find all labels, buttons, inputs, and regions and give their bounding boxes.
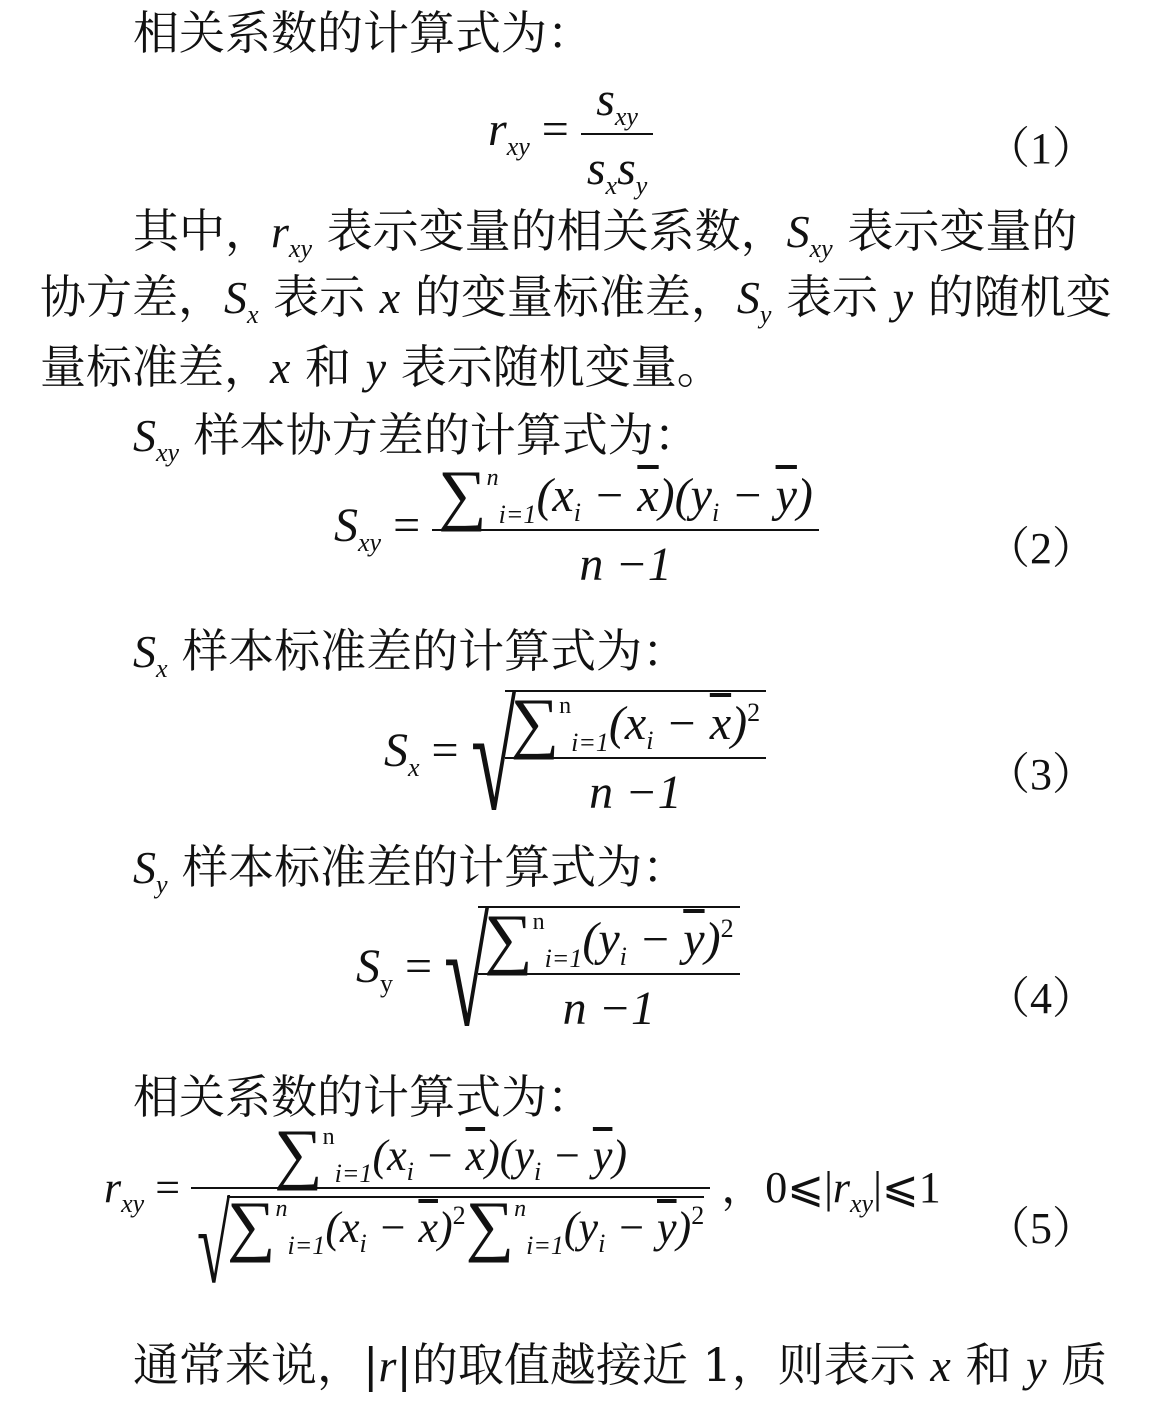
equation-5: $r_{xy}$ = $\sum^n_{i=1}(x_i - \overline{x})(y_i - \overline{y})$ √ $\sum^n_{i=1}(x_i - \overline{x})^2\sum^n_{i=1}(y_i - \overline{y})^2$ ，$0⩽|r_{xy}|⩽1$ xyxy=(104,1115,941,1307)
equation-4-number: （4） xyxy=(986,974,1096,1023)
paragraph-conclusion: 通常来说，|r|的取值越接近 1，则表示 x 和 y 质 xyxy=(133,1338,1108,1392)
equation-3-number: （3） xyxy=(986,750,1096,799)
paragraph-definitions-3: 量标准差，x 和 y 表示随机变量。 xyxy=(40,340,723,394)
paragraph-intro: 相关系数的计算式为： xyxy=(133,6,593,60)
equation-1-number: （1） xyxy=(986,124,1096,173)
paragraph-definitions-1: 其中，$r_{xy}$ 表示变量的相关系数，$S_{xy}$ 表示变量的 xyxy=(133,204,1078,263)
equation-5-number: （5） xyxy=(986,1204,1096,1253)
equation-1: $r_{xy}$ = $\frac{s_{xy}}{s_xs_y}$ xyxy=(488,72,653,196)
paragraph-correlation: 相关系数的计算式为： xyxy=(133,1070,593,1124)
equation-2-number: （2） xyxy=(986,524,1096,573)
paragraph-std-y: $S_y$ 样本标准差的计算式为： xyxy=(133,840,689,899)
paragraph-definitions-2: 协方差，$S_x$ 表示 x 的变量标准差，$S_y$ 表示 y 的随机变 xyxy=(40,270,1112,329)
equation-2: $S_{xy}$ = $\frac{\sum^n_{i=1}(x_i - \overline{x})(y_i - \overline{y})}{n -1}$ xyxy=(334,468,819,592)
paragraph-covariance: $S_{xy}$ 样本协方差的计算式为： xyxy=(133,408,700,467)
equation-3: $S_x$ = √ $\frac{\sum^n_{i=1}(x_i - \overline{x})^2}{n -1}$ xyxy=(384,690,766,820)
equation-4: $S_y$ = √ $\frac{\sum^n_{i=1}(y_i - \overline{y})^2}{n -1}$ xyxy=(356,906,740,1036)
paragraph-std-x: $S_x$ 样本标准差的计算式为： xyxy=(133,624,689,683)
